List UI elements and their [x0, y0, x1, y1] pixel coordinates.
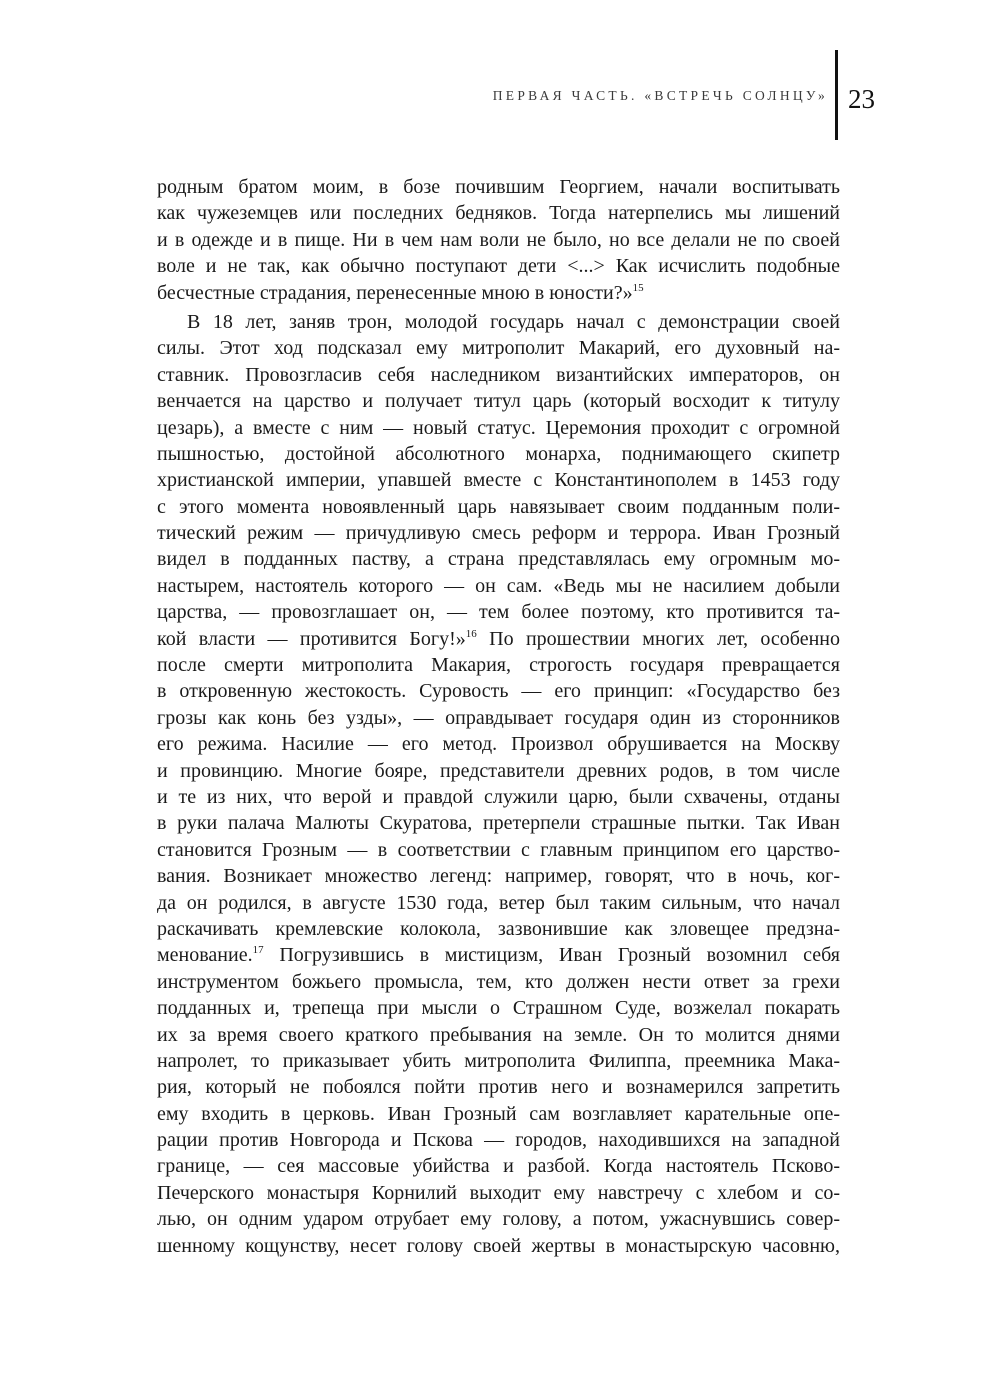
text-line: [157, 599, 840, 625]
text-line: [157, 1206, 840, 1232]
line-text: шенному кощунству, несет голову своей жертвы в монастырскую часовню,: [157, 1234, 840, 1257]
text-line: [157, 916, 840, 942]
line-text: раскачивать кремлевские колокола, зазвонившие как зловещее предзна-: [157, 917, 840, 940]
line-text: венчается на царство и получает титул царь (который восходит к титулу: [157, 390, 840, 413]
text-line: [157, 942, 840, 968]
text-line: [157, 573, 840, 599]
line-text: христианской империи, упавшей вместе с Константинополем в 1453 году: [157, 469, 840, 492]
text-line: [157, 969, 840, 995]
line-text: Печерского монастыря Корнилий выходит ему навстречу с хлебом и со-: [157, 1181, 840, 1204]
text-line: [157, 494, 840, 520]
text-line: [157, 227, 840, 253]
line-text: родным братом моим, в бозе почившим Георгием, начали воспитывать: [157, 176, 840, 198]
line-text: подданных и, трепеща при мысли о Страшном Суде, возжелал покарать: [157, 997, 840, 1020]
text-line: [157, 863, 840, 889]
line-text: В 18 лет, заняв трон, молодой государь начал с демонстрации своей: [187, 310, 840, 333]
paragraph: [157, 174, 840, 306]
text-line: [157, 678, 840, 704]
footnote-marker: 17: [252, 944, 264, 957]
text-line: [157, 1048, 840, 1074]
text-line: [157, 415, 840, 441]
line-text-continued: По прошествии многих лет, особенно: [476, 627, 840, 650]
line-text: грозы как конь без узды», — оправдывает государя один из сторонников: [157, 706, 840, 729]
line-text: пышностью, достойной абсолютного монарха, поднимающего скипетр: [157, 442, 840, 465]
line-text: настырем, настоятель которого — он сам. «Ведь мы не насилием добыли: [157, 574, 840, 597]
text-line: [157, 626, 840, 652]
line-text: лью, он одним ударом отрубает ему голову, а потом, ужаснувшись совер-: [157, 1208, 840, 1231]
text-line: [157, 758, 840, 784]
line-text: его режима. Насилие — его метод. Произвол обрушивается на Москву: [157, 733, 840, 756]
line-text: в откровенную жестокость. Суровость — его принцип: «Государство без: [157, 680, 840, 703]
text-line: [157, 1074, 840, 1100]
line-text: рации против Новгорода и Пскова — городов, находившихся на западной: [157, 1129, 840, 1152]
line-text: бесчестные страдания, перенесенные мною в юности?»: [157, 281, 633, 304]
text-line: [157, 335, 840, 361]
line-text: видел в подданных паству, а страна представлялась ему огромным мо-: [157, 548, 840, 571]
text-line: [157, 1180, 840, 1206]
line-text: в руки палача Малюты Скуратова, претерпели страшные пытки. Так Иван: [157, 812, 840, 835]
line-text: кой власти — противится Богу!»: [157, 627, 466, 650]
line-text: цезарь), а вместе с ним — новый статус. Церемония проходит с огромной: [157, 416, 840, 439]
text-line: [157, 441, 840, 467]
line-text: ставник. Провозгласив себя наследником византийских императоров, он: [157, 363, 840, 386]
text-line: [157, 280, 840, 306]
text-line: [157, 1127, 840, 1153]
page-number: 23: [848, 84, 875, 114]
line-text: царства, — провозглашает он, — тем более поэтому, кто противится та-: [157, 601, 840, 624]
line-text: силы. Этот ход подсказал ему митрополит Макарий, его духовный на-: [157, 337, 840, 360]
text-line: [157, 546, 840, 572]
text-line: [157, 1022, 840, 1048]
text-line: [157, 731, 840, 757]
line-text: рия, который не побоялся пойти против него и вознамерился запретить: [157, 1076, 840, 1099]
text-line: [157, 995, 840, 1021]
text-line: [157, 362, 840, 388]
body-text: [157, 174, 840, 1259]
line-text: да он родился, в августе 1530 года, ветер был таким сильным, что начал: [157, 891, 840, 914]
text-line: [157, 890, 840, 916]
text-line: [157, 837, 840, 863]
text-line: [157, 253, 840, 279]
text-line: [157, 467, 840, 493]
line-text: границе, — сея массовые убийства и разбой. Когда настоятель Псково-: [157, 1155, 840, 1178]
paragraph: [157, 309, 840, 1259]
line-text: воле и не так, как обычно поступают дети <...> Как исчислить подобные: [157, 255, 840, 278]
text-line: [157, 705, 840, 731]
line-text: и в одежде и в пище. Ни в чем нам воли не было, но все делали не по своей: [157, 228, 840, 251]
text-line: [157, 520, 840, 546]
footnote-marker: 15: [632, 281, 644, 294]
text-line: [157, 1153, 840, 1179]
text-line: [157, 1101, 840, 1127]
text-line: [157, 810, 840, 836]
vertical-rule: [835, 50, 838, 140]
text-line: [157, 1233, 840, 1259]
line-text: и те из них, что верой и правдой служили царю, были схвачены, отданы: [157, 785, 840, 808]
text-line: [157, 388, 840, 414]
line-text: ему входить в церковь. Иван Грозный сам возглавляет карательные опе-: [157, 1102, 840, 1125]
line-text: и провинцию. Многие бояре, представители древних родов, в том числе: [157, 759, 840, 782]
running-head-title: ПЕРВАЯ ЧАСТЬ. «ВСТРЕЧЬ СОЛНЦУ»: [492, 88, 828, 103]
line-text: тический режим — причудливую смесь реформ и террора. Иван Грозный: [157, 522, 840, 545]
line-text-continued: Погрузившись в мистицизм, Иван Грозный возомнил себя: [263, 944, 840, 967]
line-text: их за время своего краткого пребывания на земле. Он то молится днями: [157, 1023, 840, 1046]
text-line: [157, 784, 840, 810]
line-text: становится Грозным — в соответствии с главным принципом его царство-: [157, 838, 840, 861]
line-text: после смерти митрополита Макария, строгость государя превращается: [157, 654, 840, 677]
line-text: вания. Возникает множество легенд: например, говорят, что в ночь, ког-: [157, 865, 840, 888]
line-text: менование.: [157, 944, 253, 967]
text-line: [157, 309, 840, 335]
line-text: с этого момента новоявленный царь навязывает своим подданным поли-: [157, 495, 840, 518]
line-text: инструментом божьего промысла, тем, кто должен нести ответ за грехи: [157, 970, 840, 993]
line-text: как чужеземцев или последних бедняков. Тогда натерпелись мы лишений: [157, 202, 840, 225]
text-line: [157, 174, 840, 200]
footnote-marker: 16: [465, 627, 477, 640]
text-line: [157, 652, 840, 678]
text-line: [157, 200, 840, 226]
line-text: напролет, то приказывает убить митрополита Филиппа, преемника Мака-: [157, 1049, 840, 1072]
